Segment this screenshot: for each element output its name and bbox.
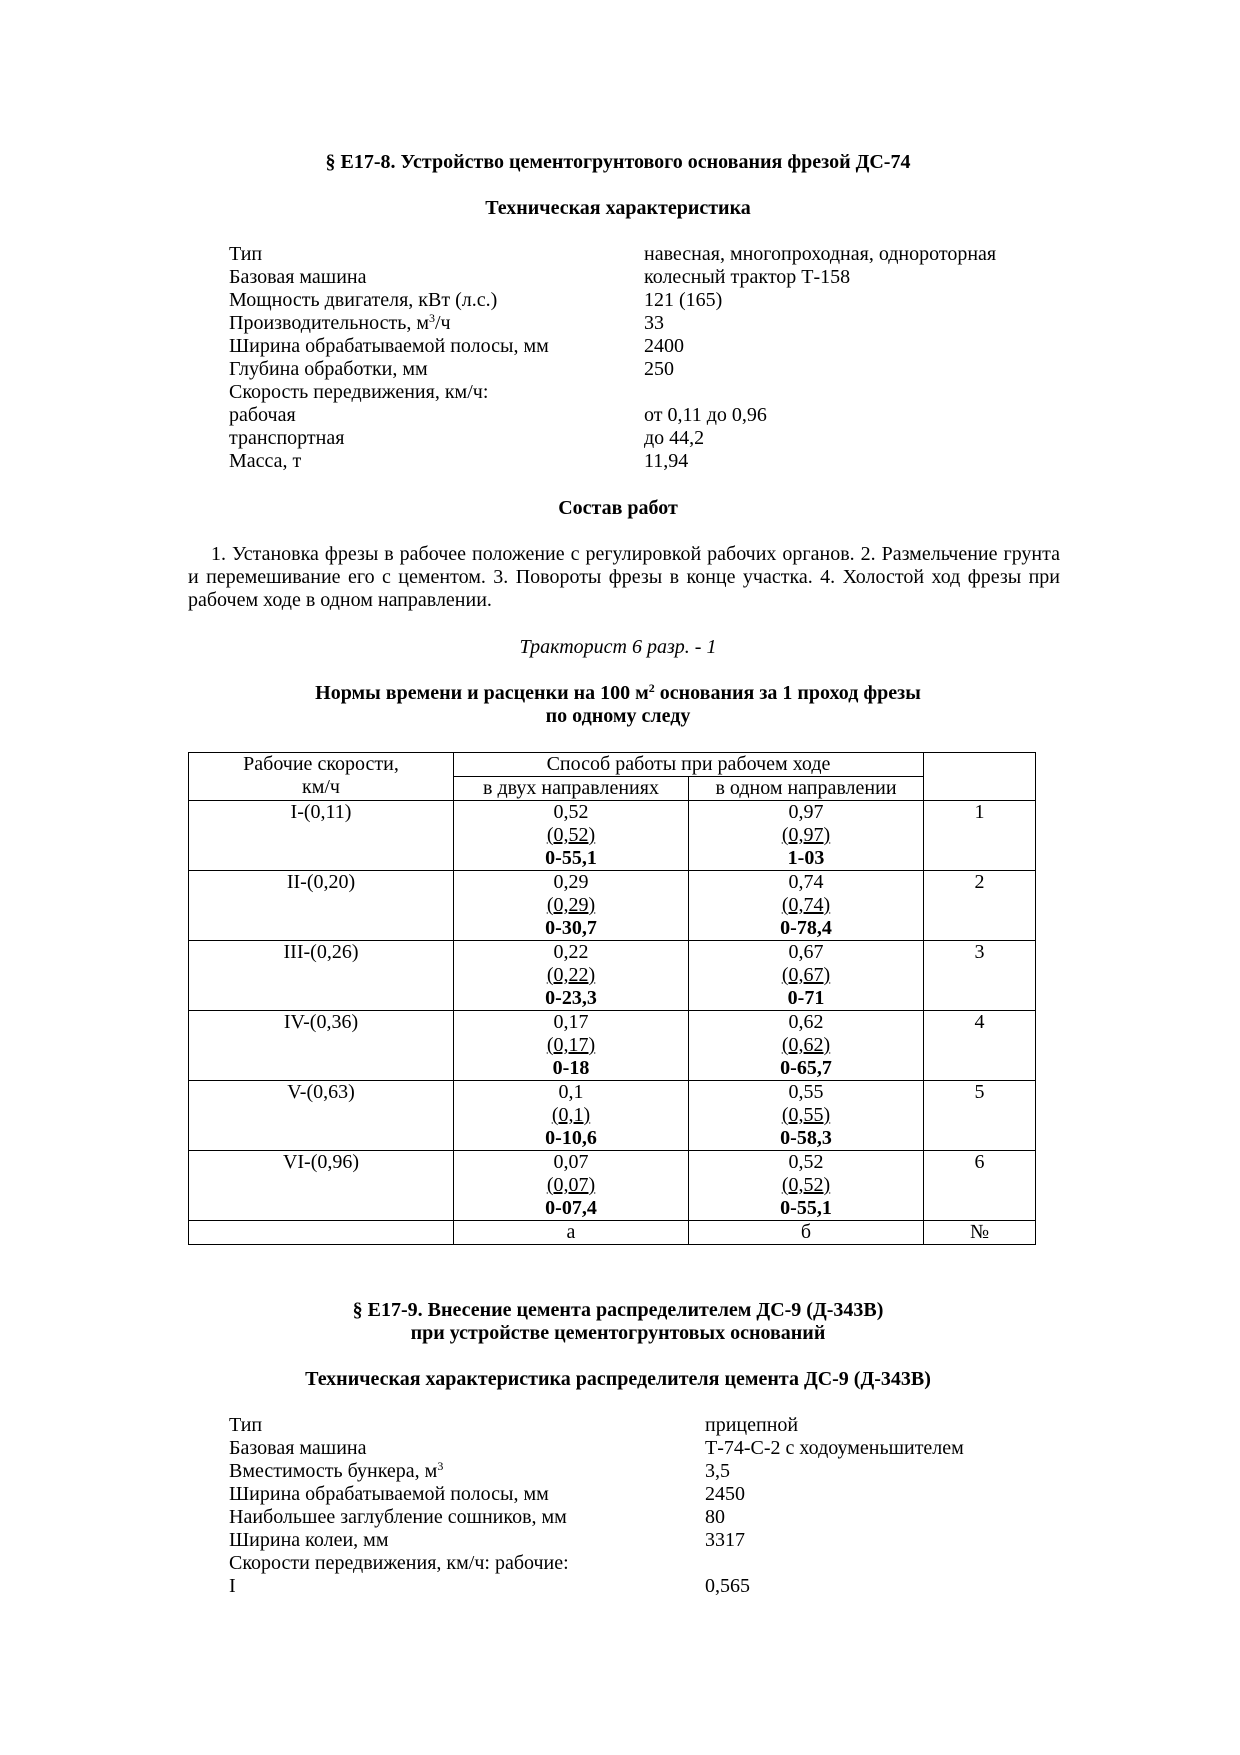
norm-time-paren: (0,07)	[546, 1174, 596, 1196]
table-row	[189, 871, 1036, 941]
norm-time: 0,55	[788, 1081, 824, 1103]
row-number-cell: 1	[924, 801, 1036, 871]
row-number-cell: 5	[924, 1081, 1036, 1151]
norm-rate: 0-55,1	[545, 847, 597, 869]
section2-title-line2: при устройстве цементогрунтовых оснований	[410, 1322, 826, 1344]
header-speed-line2: км/ч	[302, 776, 340, 798]
norm-time: 0,62	[788, 1011, 824, 1033]
norm-time: 0,97	[788, 801, 824, 823]
spec-row	[229, 404, 996, 427]
header-one-direction: в одном направлении	[689, 777, 924, 801]
one-direction-cell	[689, 1151, 924, 1221]
norm-time-paren: (0,22)	[546, 964, 596, 986]
norm-time-paren: (0,52)	[546, 824, 596, 846]
norm-rate: 0-30,7	[545, 917, 597, 939]
norm-time: 0,74	[788, 871, 824, 893]
norm-time: 0,22	[553, 941, 589, 963]
two-directions-cell	[454, 941, 689, 1011]
spec-row	[229, 358, 996, 381]
one-direction-cell	[689, 1081, 924, 1151]
speed-cell: I-(0,11)	[189, 801, 454, 871]
two-directions-cell	[454, 871, 689, 941]
work-composition-text: 1. Установка фрезы в рабочее положение с регулировкой рабочих органов. 2. Размельчение грунта и перемешивание его с цементом. 3. Повороты фрезы в конце участка. 4. Холостой ход фрезы при рабочем ходе в одном направлении.	[188, 543, 1060, 611]
spec-value: 11,94	[644, 450, 689, 472]
spec-key: Мощность двигателя, кВт (л.с.)	[229, 289, 498, 311]
norm-time: 0,1	[558, 1081, 584, 1103]
spec-value: прицепной	[705, 1414, 799, 1436]
spec-row	[229, 289, 996, 312]
norm-time-paren: (0,1)	[551, 1104, 591, 1126]
table-footer-row	[189, 1221, 1036, 1245]
spec-row	[229, 266, 996, 289]
spec-value: 250	[644, 358, 674, 380]
footer-speed-cell	[189, 1221, 454, 1245]
norm-rate: 1-03	[787, 847, 825, 869]
spec-row	[229, 1552, 964, 1575]
norm-time: 0,07	[553, 1151, 589, 1173]
row-number-cell: 3	[924, 941, 1036, 1011]
spec-value: 3317	[705, 1529, 745, 1551]
norm-time-paren: (0,74)	[781, 894, 831, 916]
header-empty-cell	[924, 753, 1036, 801]
spec-key: транспортная	[229, 427, 345, 449]
row-number-cell: 2	[924, 871, 1036, 941]
norms-table	[188, 752, 1036, 1245]
spec-value: от 0,11 до 0,96	[644, 404, 767, 426]
spec-key: Тип	[229, 243, 263, 265]
two-directions-cell	[454, 1081, 689, 1151]
section2-spec-title: Техническая характеристика распределителя цемента ДС-9 (Д-343В)	[305, 1368, 931, 1390]
spec-value: 121 (165)	[644, 289, 723, 311]
one-direction-cell	[689, 1011, 924, 1081]
speed-cell: II-(0,20)	[189, 871, 454, 941]
spec-row	[229, 1437, 964, 1460]
spec-value	[644, 381, 996, 404]
norm-rate: 0-71	[787, 987, 825, 1009]
norm-time: 0,17	[553, 1011, 589, 1033]
header-two-directions: в двух направлениях	[454, 777, 689, 801]
spec-row	[229, 381, 996, 404]
spec-row	[229, 1506, 964, 1529]
one-direction-cell	[689, 801, 924, 871]
section1-spec-table	[229, 243, 996, 473]
table-row	[189, 1081, 1036, 1151]
spec-key: Ширина обрабатываемой полосы, мм	[229, 1483, 549, 1505]
spec-key: Масса, т	[229, 450, 302, 472]
work-composition-title: Состав работ	[558, 497, 678, 519]
spec-key: Скорость передвижения, км/ч:	[229, 381, 489, 403]
spec-key: Ширина колеи, мм	[229, 1529, 389, 1551]
speed-cell: III-(0,26)	[189, 941, 454, 1011]
norm-rate: 0-07,4	[545, 1197, 597, 1219]
speed-cell: VI-(0,96)	[189, 1151, 454, 1221]
crew-line: Тракторист 6 разр. - 1	[519, 636, 717, 658]
one-direction-cell	[689, 871, 924, 941]
row-number-cell: 4	[924, 1011, 1036, 1081]
section1-title: § Е17-8. Устройство цементогрунтового основания фрезой ДС-74	[325, 151, 911, 173]
spec-row	[229, 427, 996, 450]
speed-cell: V-(0,63)	[189, 1081, 454, 1151]
spec-value: 0,565	[705, 1575, 750, 1597]
section2-title-line1: § Е17-9. Внесение цемента распределителем ДС-9 (Д-343В)	[352, 1299, 884, 1321]
norm-time-paren: (0,29)	[546, 894, 596, 916]
spec-value	[705, 1552, 964, 1575]
spec-key: Производительность, $м^3/ч$	[229, 311, 451, 334]
spec-value: колесный трактор Т-158	[644, 266, 851, 288]
spec-key: рабочая	[229, 404, 296, 426]
speed-cell: IV-(0,36)	[189, 1011, 454, 1081]
spec-value: 80	[705, 1506, 725, 1528]
spec-key: Базовая машина	[229, 266, 367, 288]
spec-value: до 44,2	[644, 427, 705, 449]
norms-title-text: Нормы времени и расценки на 100 $м^2$ основания за 1 проход фрезы	[315, 681, 921, 704]
spec-key: Скорости передвижения, км/ч: рабочие:	[229, 1552, 569, 1574]
spec-key: Глубина обработки, мм	[229, 358, 428, 380]
spec-value: 3,5	[705, 1460, 730, 1482]
spec-value: 2450	[705, 1483, 745, 1505]
section2-spec-table	[229, 1414, 964, 1598]
table-row	[189, 941, 1036, 1011]
two-directions-cell	[454, 1151, 689, 1221]
header-speed-cell	[189, 753, 454, 801]
table-row	[189, 801, 1036, 871]
header-method-cell: Способ работы при рабочем ходе	[454, 753, 924, 777]
header-speed-line1: Рабочие скорости,	[243, 753, 399, 775]
spec-row	[229, 1483, 964, 1506]
norm-rate: 0-78,4	[780, 917, 832, 939]
spec-key: Наибольшее заглубление сошников, мм	[229, 1506, 567, 1528]
footer-one-cell: б	[689, 1221, 924, 1245]
one-direction-cell	[689, 941, 924, 1011]
norms-title-line2: по одному следу	[545, 705, 691, 727]
spec-key: Базовая машина	[229, 1437, 367, 1459]
spec-value: 2400	[644, 335, 684, 357]
norm-time: 0,67	[788, 941, 824, 963]
spec-row	[229, 1529, 964, 1552]
spec-row	[229, 335, 996, 358]
section1-spec-title: Техническая характеристика	[485, 197, 751, 219]
two-directions-cell	[454, 1011, 689, 1081]
spec-row	[229, 1575, 964, 1598]
norm-time-paren: (0,67)	[781, 964, 831, 986]
spec-row	[229, 1460, 964, 1483]
norm-time: 0,52	[553, 801, 589, 823]
spec-row	[229, 312, 996, 335]
spec-row	[229, 243, 996, 266]
norm-time-paren: (0,97)	[781, 824, 831, 846]
spec-row	[229, 1414, 964, 1437]
table-row	[189, 1151, 1036, 1221]
row-number-cell: 6	[924, 1151, 1036, 1221]
norm-rate: 0-65,7	[780, 1057, 832, 1079]
spec-key: Тип	[229, 1414, 263, 1436]
norm-rate: 0-18	[552, 1057, 590, 1079]
norm-time-paren: (0,17)	[546, 1034, 596, 1056]
norm-time: 0,52	[788, 1151, 824, 1173]
spec-key: I	[229, 1575, 236, 1597]
norm-rate: 0-10,6	[545, 1127, 597, 1149]
spec-key: Ширина обрабатываемой полосы, мм	[229, 335, 549, 357]
footer-two-cell: а	[454, 1221, 689, 1245]
footer-num-cell: №	[924, 1221, 1036, 1245]
norm-rate: 0-58,3	[780, 1127, 832, 1149]
spec-row	[229, 450, 996, 473]
table-row	[189, 1011, 1036, 1081]
spec-key: Вместимость бункера, $м^3$	[229, 1459, 444, 1482]
norm-time-paren: (0,62)	[781, 1034, 831, 1056]
norm-rate: 0-55,1	[780, 1197, 832, 1219]
spec-value: Т-74-С-2 с ходоуменьшителем	[705, 1437, 964, 1459]
norm-rate: 0-23,3	[545, 987, 597, 1009]
norm-time-paren: (0,55)	[781, 1104, 831, 1126]
norms-title-line1	[188, 682, 1048, 705]
norms-header-row-1	[189, 753, 1036, 777]
norm-time-paren: (0,52)	[781, 1174, 831, 1196]
norm-time: 0,29	[553, 871, 589, 893]
two-directions-cell	[454, 801, 689, 871]
spec-value: 33	[644, 312, 664, 334]
spec-value: навесная, многопроходная, однороторная	[644, 243, 997, 265]
